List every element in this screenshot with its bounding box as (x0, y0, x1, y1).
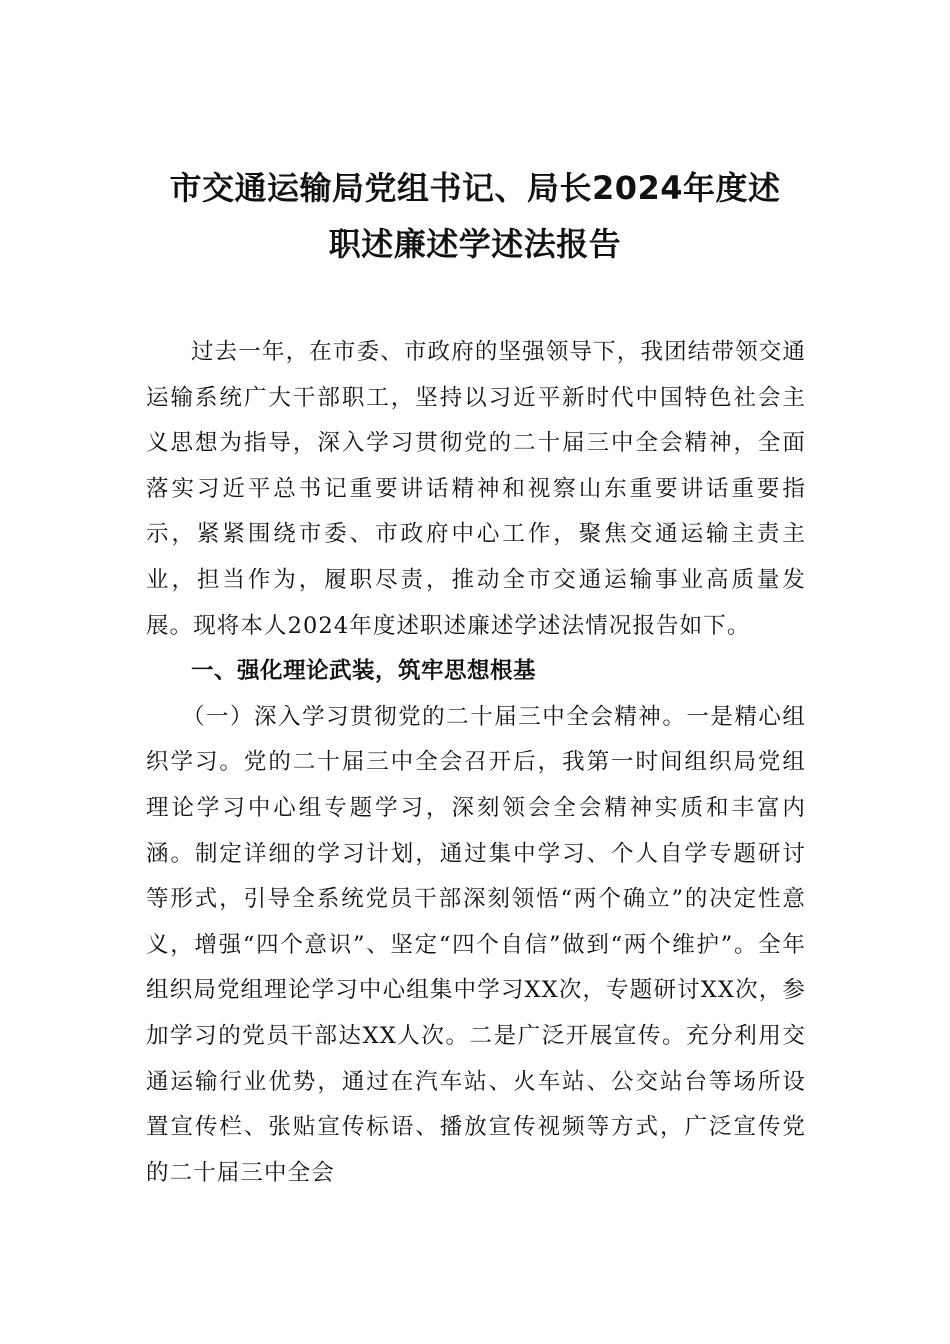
title-line-2: 职述廉述学述法报告 (328, 225, 622, 263)
title-line-1: 市交通运输局党组书记、局长2024年度述 (169, 169, 781, 207)
document-title (110, 160, 840, 272)
document-body (146, 330, 806, 1196)
section-heading: 一、强化理论武装，筑牢思想根基 (191, 658, 537, 685)
section-paragraph: （一）深入学习贯彻党的二十届三中全会精神。一是精心组织学习。党的二十届三中全会召开后，我第一时间组织局党组理论学习中心组专题学习，深刻领会全会精神实质和丰富内涵。制定详细的学习计划，通过集中学习、个人自学专题研讨等形式，引导全系统党员干部深刻领悟“两个确立”的决定性意义，增强“四个意识”、坚定“四个自信”做到“两个维护”。全年组织局党组理论学习中心组集中学习XX次，专题研讨XX次，参加学习的党员干部达XX人次。二是广泛开展宣传。充分利用交通运输行业优势，通过在汽车站、火车站、公交站台等场所设置宣传栏、张贴宣传标语、播放宣传视频等方式，广泛宣传党的二十届三中全会 (146, 703, 806, 1186)
intro-paragraph: 过去一年，在市委、市政府的坚强领导下，我团结带领交通运输系统广大干部职工，坚持以习近平新时代中国特色社会主义思想为指导，深入学习贯彻党的二十届三中全会精神，全面落实习近平总书记重要讲话精神和视察山东重要讲话重要指示，紧紧围绕市委、市政府中心工作，聚焦交通运输主责主业，担当作为，履职尽责，推动全市交通运输事业高质量发展。现将本人2024年度述职述廉述学述法情况报告如下。 (146, 339, 806, 639)
